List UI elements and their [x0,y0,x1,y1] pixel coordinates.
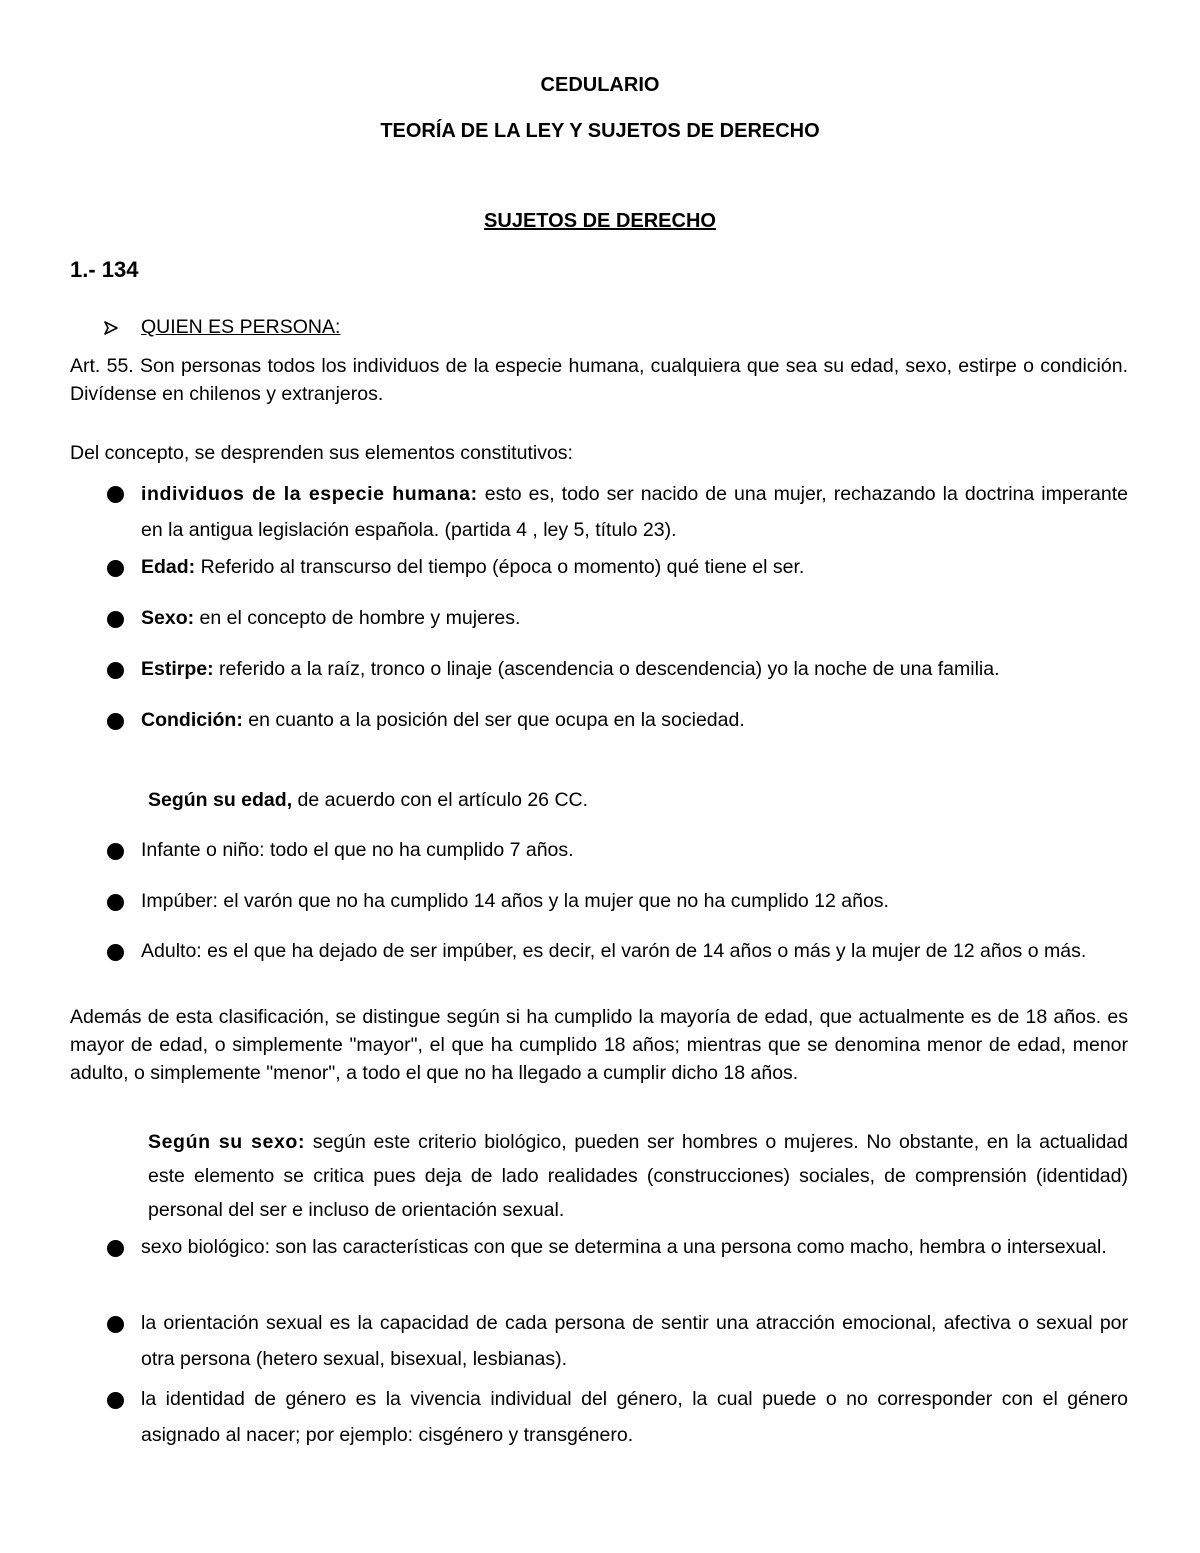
sex-item: la orientación sexual es la capacidad de cada persona de sentir una atracción emocional, afectiva o sexual por otra persona (hetero sexual, bisexual, lesbianas). [141,1312,1128,1370]
article-text: Art. 55. Son personas todos los individuos de la especie humana, cualquiera que sea su edad, sexo, estirpe o condición. Divídense en chilenos y extranjeros. [70,355,1128,405]
bullet-icon [107,1392,124,1409]
sex-heading: Según su sexo: según este criterio biológico, pueden ser hombres o mujeres. No obstante, en la actualidad este elemento se critica pues deja de lado realidades (construcciones) sociales, de comprensión (identidad) personal del ser e incluso de orientación sexual. [148,1131,1128,1221]
age-item: Impúber: el varón que no ha cumplido 14 años y la mujer que no ha cumplido 12 años. [141,890,889,912]
question-heading: QUIEN ES PERSONA: [141,316,341,338]
bullet-icon [107,662,124,679]
age-item: Infante o niño: todo el que no ha cumplido 7 años. [141,839,574,861]
element-term: Condición: [141,709,243,731]
concept-intro: Del concepto, se desprenden sus elementos constitutivos: [70,442,573,464]
element-term: Edad: [141,556,196,578]
section-number: 1.- 134 [70,257,139,282]
bullet-icon [107,894,124,911]
element-item [141,655,1128,683]
bullet-icon [107,560,124,577]
bullet-icon [107,944,124,961]
bullet-icon [107,1316,124,1333]
document-title: CEDULARIO [540,74,660,96]
element-text: Referido al transcurso del tiempo (época o momento) qué tiene el ser. [195,556,805,578]
bullet-icon [107,486,124,503]
sex-item: la identidad de género es la vivencia individual del género, la cual puede o no corresponder con el género asignado al nacer; por ejemplo: cisgénero y transgénero. [141,1388,1128,1446]
element-item [141,476,1128,548]
element-text: en el concepto de hombre y mujeres. [194,607,521,629]
document-subtitle: TEORÍA DE LA LEY Y SUJETOS DE DERECHO [380,120,820,142]
element-term: Sexo: [141,607,195,629]
bullet-icon [107,843,124,860]
sex-item: sexo biológico: son las características con que se determina a una persona como macho, hembra o intersexual. [141,1236,1107,1258]
element-text: en cuanto a la posición del ser que ocupa en la sociedad. [242,709,745,731]
element-term: Estirpe: [141,658,214,680]
element-item [141,553,1128,581]
age-item: Adulto: es el que ha dejado de ser impúber, es decir, el varón de 14 años o más y la mujer de 12 años o más. [141,940,1087,962]
bullet-icon [107,713,124,730]
age-heading: Según su edad, de acuerdo con el artículo 26 CC. [148,789,589,811]
element-text: referido a la raíz, tronco o linaje (ascendencia o descendencia) yo la noche de una familia. [213,658,1000,680]
element-item [141,604,1128,632]
element-item [141,706,1128,734]
arrow-bullet-icon [104,321,118,335]
element-term: individuos de la especie humana: [141,483,478,505]
section-heading: SUJETOS DE DERECHO [484,210,716,232]
bullet-icon [107,1240,124,1257]
age-note: Además de esta clasificación, se distingue según si ha cumplido la mayoría de edad, que actualmente es de 18 años. es mayor de edad, o simplemente "mayor", el que ha cumplido 18 años; mientras que se denomina menor de edad, menor adulto, o simplemente "menor", a todo el que no ha llegado a cumplir dicho 18 años. [70,1006,1128,1084]
element-text: esto es, todo ser nacido de una mujer, rechazando la doctrina imperante en la antigua legislación española. (partida 4 , ley 5, título 23). [141,483,1129,541]
bullet-icon [107,611,124,628]
